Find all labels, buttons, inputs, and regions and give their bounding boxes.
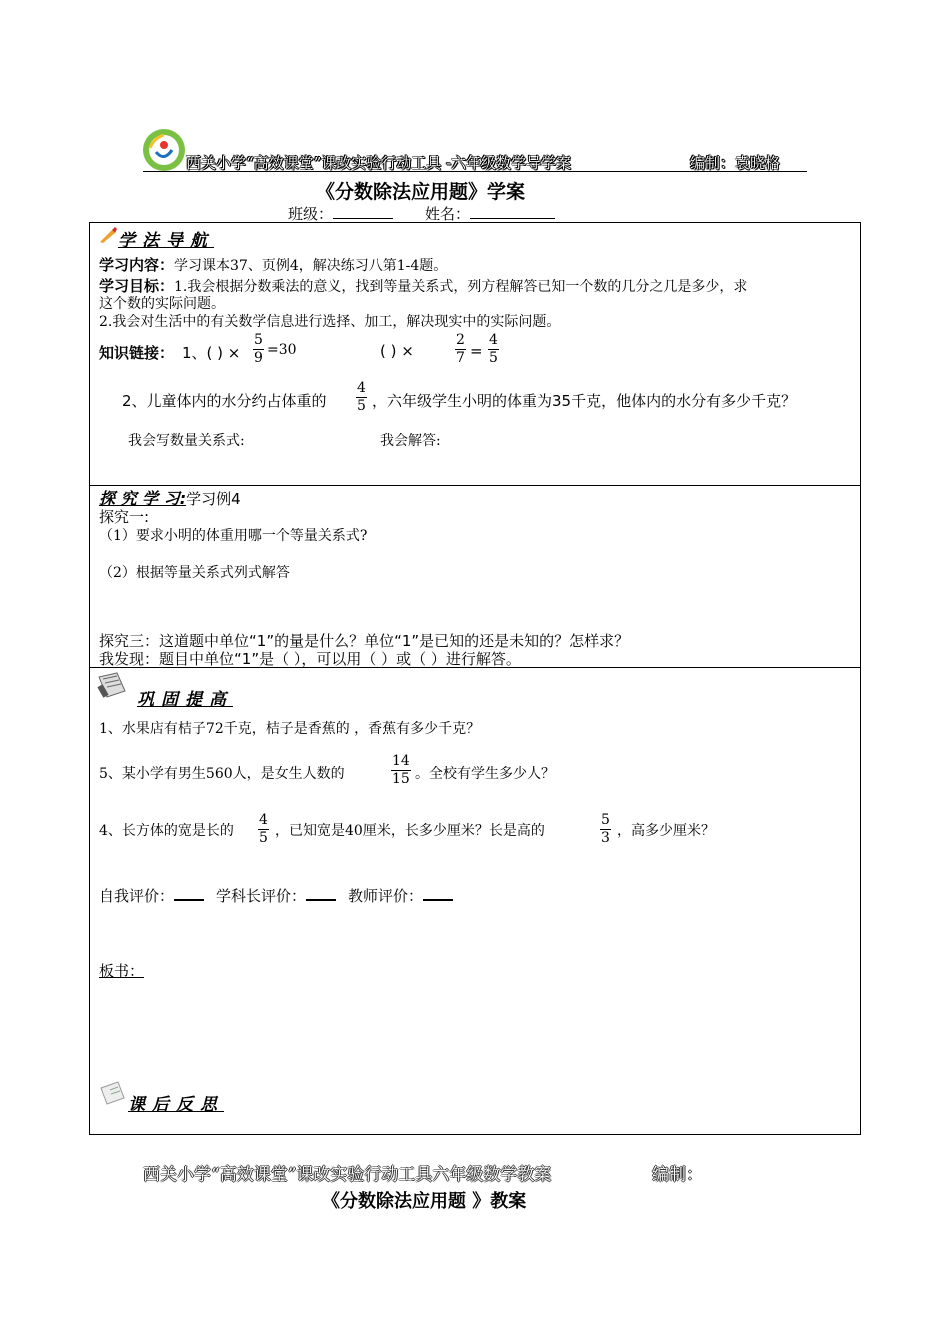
goal-line3: 2.我会对生活中的有关数学信息进行选择、加工，解决现实中的实际问题。 bbox=[99, 314, 561, 330]
q2-a: 2、儿童体内的水分约占体重的 bbox=[122, 392, 327, 410]
link-q1c: ( ) × bbox=[380, 342, 414, 360]
explore-e1-q1: （1）要求小明的体重用哪一个等量关系式? bbox=[99, 528, 368, 544]
footer-school-line: 西关小学“高效课堂”课改实验行动工具六年级数学教案 bbox=[143, 1165, 552, 1185]
explore-e1-q2: （2）根据等量关系式列式解答 bbox=[99, 565, 290, 581]
q2-solve: 我会解答: bbox=[380, 433, 441, 449]
explore-found: 我发现：题目中单位“1”是（ ），可以用（ ）或（ ）进行解答。 bbox=[99, 650, 521, 668]
consolidate-title: 巩固提高 bbox=[137, 690, 233, 710]
header-editor: 编制：袁晓格 bbox=[690, 154, 781, 172]
content-text: 学习课本37、页例4，解决练习八第1-4题。 bbox=[174, 258, 448, 274]
goal-label: 学习目标： bbox=[99, 277, 175, 295]
c-q1: 1、水果店有桔子72千克，桔子是香蕉的 ，香蕉有多少千克？ bbox=[99, 721, 481, 737]
c-q5-frac bbox=[391, 753, 411, 788]
name-label: 姓名： bbox=[425, 205, 471, 223]
class-blank[interactable] bbox=[333, 204, 393, 219]
name-field bbox=[425, 203, 555, 224]
link-q1c-frac2 bbox=[488, 332, 499, 367]
explore-e1: 探究一: bbox=[99, 508, 150, 526]
link-q1-a: 1、( ) × bbox=[182, 344, 241, 362]
frac-den: 9 bbox=[254, 350, 263, 366]
link-q1c-frac bbox=[455, 332, 466, 367]
evaluation-row bbox=[99, 885, 453, 906]
c-q5-b: 。全校有学生多少人？ bbox=[415, 766, 555, 782]
c-q4-frac1 bbox=[258, 812, 269, 847]
content-row bbox=[99, 254, 447, 275]
footer-editor: 编制： bbox=[652, 1165, 703, 1185]
scroll-icon bbox=[98, 1080, 126, 1106]
school-logo bbox=[142, 128, 186, 172]
q2-relation: 我会写数量关系式: bbox=[128, 433, 245, 449]
c-q4-a: 4、长方体的宽是长的 bbox=[99, 823, 234, 839]
goal-line1: 1.我会根据分数乘法的意义，找到等量关系式，列方程解答已知一个数的几分之几是多少，求 bbox=[174, 279, 748, 295]
link-q1-frac bbox=[253, 332, 264, 367]
link-q1-b: =30 bbox=[267, 342, 297, 358]
reflection-title: 课后反思 bbox=[128, 1095, 224, 1115]
leader-eval-blank[interactable] bbox=[306, 885, 336, 901]
frac-num: 5 bbox=[254, 332, 263, 348]
frac-num: 14 bbox=[392, 753, 410, 769]
frac-num: 4 bbox=[489, 332, 498, 348]
frac-den: 5 bbox=[259, 830, 268, 846]
teacher-eval-blank[interactable] bbox=[423, 885, 453, 901]
link-label: 知识链接： bbox=[99, 344, 175, 362]
explore-e3: 探究三：这道题中单位“1”的量是什么？单位“1”是已知的还是未知的？怎样求？ bbox=[99, 632, 630, 650]
self-eval-blank[interactable] bbox=[174, 885, 204, 901]
explore-title: 探 究 学 习: bbox=[99, 489, 187, 508]
frac-den: 5 bbox=[489, 350, 498, 366]
q2-b: ，六年级学生小明的体重为35千克，他体内的水分有多少千克？ bbox=[372, 392, 797, 410]
frac-num: 4 bbox=[357, 380, 366, 396]
q2-frac bbox=[356, 380, 367, 415]
c-q4-b: ，已知宽是40厘米，长多少厘米？长是高的 bbox=[275, 823, 545, 839]
study-guide-title: 学法导航 bbox=[118, 231, 214, 251]
frac-num: 4 bbox=[259, 812, 268, 828]
explore-title-suffix: 学习例4 bbox=[186, 490, 241, 508]
name-blank[interactable] bbox=[470, 204, 555, 219]
book-icon bbox=[97, 671, 129, 699]
pen-icon bbox=[98, 226, 118, 244]
goal-line2: 这个数的实际问题。 bbox=[99, 296, 225, 312]
footer-title: 《分数除法应用题 》教案 bbox=[322, 1191, 527, 1212]
c-q4-c: ，高多少厘米？ bbox=[617, 823, 715, 839]
c-q4-frac2 bbox=[600, 812, 611, 847]
c-q5-a: 5、某小学有男生560人，是女生人数的 bbox=[99, 766, 345, 782]
frac-den: 15 bbox=[392, 771, 410, 787]
doc-title: 《分数除法应用题》学案 bbox=[316, 181, 526, 203]
board-label: 板书： bbox=[99, 962, 145, 980]
class-field bbox=[288, 203, 393, 224]
self-eval-label: 自我评价： bbox=[99, 887, 175, 905]
frac-den: 3 bbox=[601, 830, 610, 846]
frac-den: 7 bbox=[456, 350, 465, 366]
class-label: 班级： bbox=[288, 205, 334, 223]
frac-num: 5 bbox=[601, 812, 610, 828]
header-divider bbox=[143, 171, 807, 172]
leader-eval-label: 学科长评价： bbox=[216, 887, 307, 905]
link-q1c-eq: = bbox=[470, 342, 483, 360]
frac-num: 2 bbox=[456, 332, 465, 348]
teacher-eval-label: 教师评价： bbox=[348, 887, 424, 905]
frac-den: 5 bbox=[357, 398, 366, 414]
content-label: 学习内容： bbox=[99, 256, 175, 274]
header-school-line: 西关小学“高效课堂”课改实验行动工具 -六年级数学导学案 bbox=[186, 154, 572, 172]
